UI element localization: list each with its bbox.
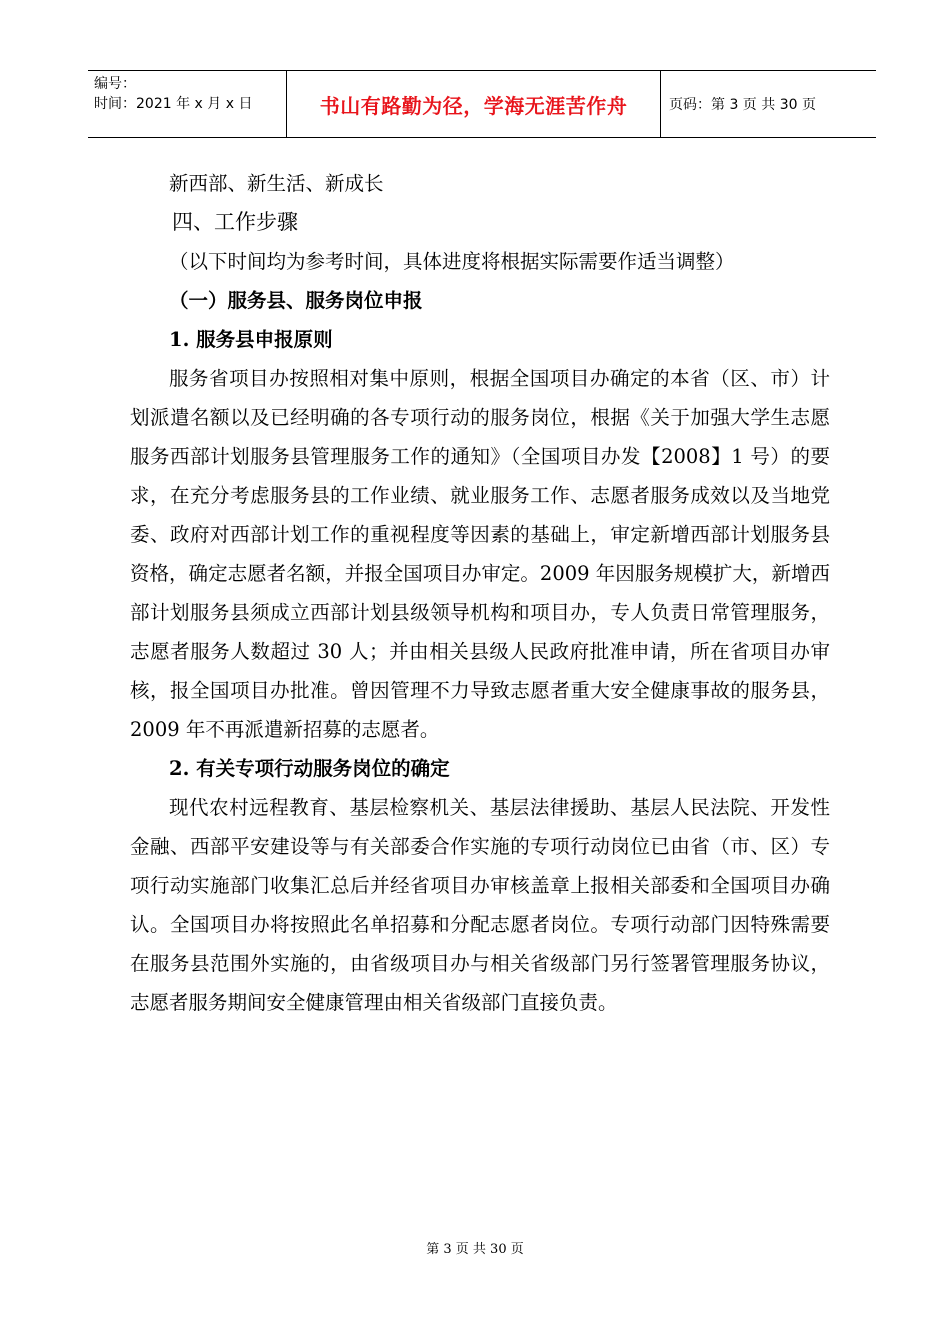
header-meta: [88, 71, 287, 137]
section-heading: 四、工作步骤: [172, 210, 298, 234]
item-heading-2: 2. 有关专项行动服务岗位的确定: [169, 757, 450, 780]
paragraph-note: （以下时间均为参考时间，具体进度将根据实际需要作适当调整）: [169, 250, 735, 273]
header-page-label: 页码：第 3 页 共 30 页: [669, 97, 816, 113]
item-heading-1: 1. 服务县申报原则: [169, 328, 333, 351]
page-header: [88, 70, 876, 138]
time-label: 时间：2021 年 x 月 x 日: [94, 96, 253, 112]
paragraph-special-actions: 现代农村远程教育、基层检察机关、基层法律援助、基层人民法院、开发性金融、西部平安建设等与有关部委合作实施的专项行动岗位已由省（市、区）专项行动实施部门收集汇总后并经省项目办审核盖章上报相关部委和全国项目办确认。全国项目办将按照此名单招募和分配志愿者岗位。专项行动部门因特殊需要在服务县范围外实施的，由省级项目办与相关省级部门另行签署管理服务协议，志愿者服务期间安全健康管理由相关省级部门直接负责。: [130, 796, 830, 1014]
paragraph-county-principles: 服务省项目办按照相对集中原则，根据全国项目办确定的本省（区、市）计划派遣名额以及已经明确的各专项行动的服务岗位，根据《关于加强大学生志愿服务西部计划服务县管理服务工作的通知》（全国项目办发【2008】1 号）的要求，在充分考虑服务县的工作业绩、就业服务工作、志愿者服务成效以及当地党委、政府对西部计划工作的重视程度等因素的基础上，审定新增西部计划服务县资格，确定志愿者名额，并报全国项目办审定。2009 年因服务规模扩大，新增西部计划服务县须成立西部计划县级领导机构和项目办，专人负责日常管理服务，志愿者服务人数超过 30 人；并由相关县级人民政府批准申请，所在省项目办审核，报全国项目办批准。曾因管理不力导致志愿者重大安全健康事故的服务县，2009 年不再派遣新招募的志愿者。: [130, 367, 830, 741]
page-footer: 第 3 页 共 30 页: [426, 1242, 524, 1257]
paragraph-slogan: 新西部、新生活、新成长: [169, 172, 384, 195]
number-label: 编号：: [94, 76, 136, 92]
header-motto: 书山有路勤为径，学海无涯苦作舟: [287, 71, 661, 137]
subsection-heading: （一）服务县、服务岗位申报: [169, 289, 423, 312]
document-body: [130, 164, 830, 1022]
